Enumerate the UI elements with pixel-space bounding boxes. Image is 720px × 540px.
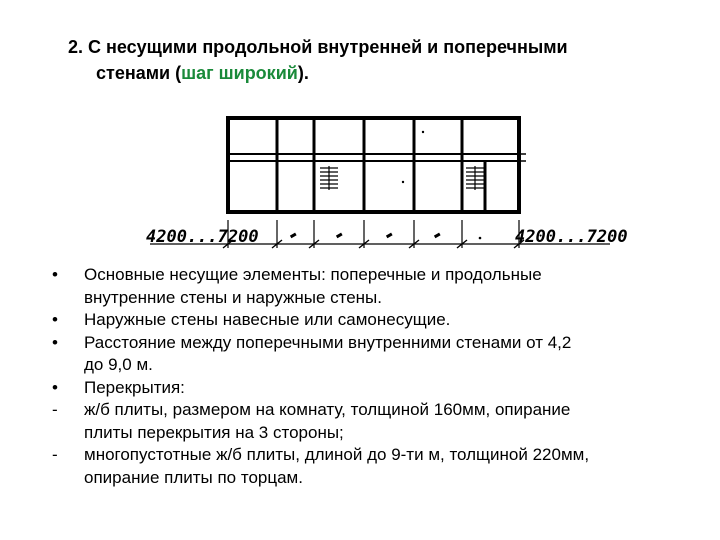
- list-item: [52, 377, 712, 400]
- list-marker: •: [52, 265, 58, 284]
- title-line-1: 2. С несущими продольной внутренней и поперечными: [68, 37, 568, 57]
- title-line-2-suffix: ).: [297, 63, 309, 83]
- bullet-list: [52, 264, 712, 489]
- list-item-text-line: внутренние стены и наружные стены.: [84, 287, 382, 307]
- title-line-2: [68, 60, 708, 86]
- list-item-text-line: ж/б плиты, размером на комнату, толщиной 160мм, опирание: [84, 400, 571, 419]
- list-item-text-line: многопустотные ж/б плиты, длиной до 9-ти м, толщиной 220мм,: [84, 445, 590, 464]
- list-item: [52, 332, 712, 377]
- dimension-label-right: 4200...7200: [515, 227, 628, 247]
- list-marker: •: [52, 332, 58, 352]
- stair-left: [320, 166, 338, 190]
- list-item-text-line: плиты перекрытия на 3 стороны;: [84, 422, 344, 442]
- slide-title: [68, 34, 708, 86]
- list-item: [52, 444, 712, 489]
- title-accent: шаг широкий: [181, 63, 298, 83]
- list-item: [52, 309, 712, 332]
- list-item-text-line: Перекрытия:: [84, 377, 185, 397]
- list-marker: •: [52, 377, 58, 397]
- list-item-text-line: Основные несущие элементы: поперечные и продольные: [84, 265, 542, 284]
- list-marker: •: [52, 310, 58, 329]
- list-item-text-line: до 9,0 м.: [84, 355, 153, 374]
- stair-right: [466, 166, 484, 190]
- dimension-repeat-marks: [290, 233, 481, 240]
- list-item-text-line: Наружные стены навесные или самонесущие.: [84, 310, 451, 329]
- dimension-label-left: 4200...7200: [146, 227, 259, 247]
- building-plan-drawing: [140, 108, 628, 256]
- plan-walls: [228, 118, 526, 212]
- list-marker: -: [52, 445, 58, 464]
- title-line-2-prefix: стенами (: [96, 63, 182, 83]
- list-item: [52, 399, 712, 444]
- list-item: [52, 264, 712, 309]
- outer-wall: [228, 118, 519, 212]
- list-item-text-line: опирание плиты по торцам.: [84, 467, 303, 487]
- list-marker: -: [52, 400, 58, 419]
- list-item-text-line: Расстояние между поперечными внутренними стенами от 4,2: [84, 332, 572, 352]
